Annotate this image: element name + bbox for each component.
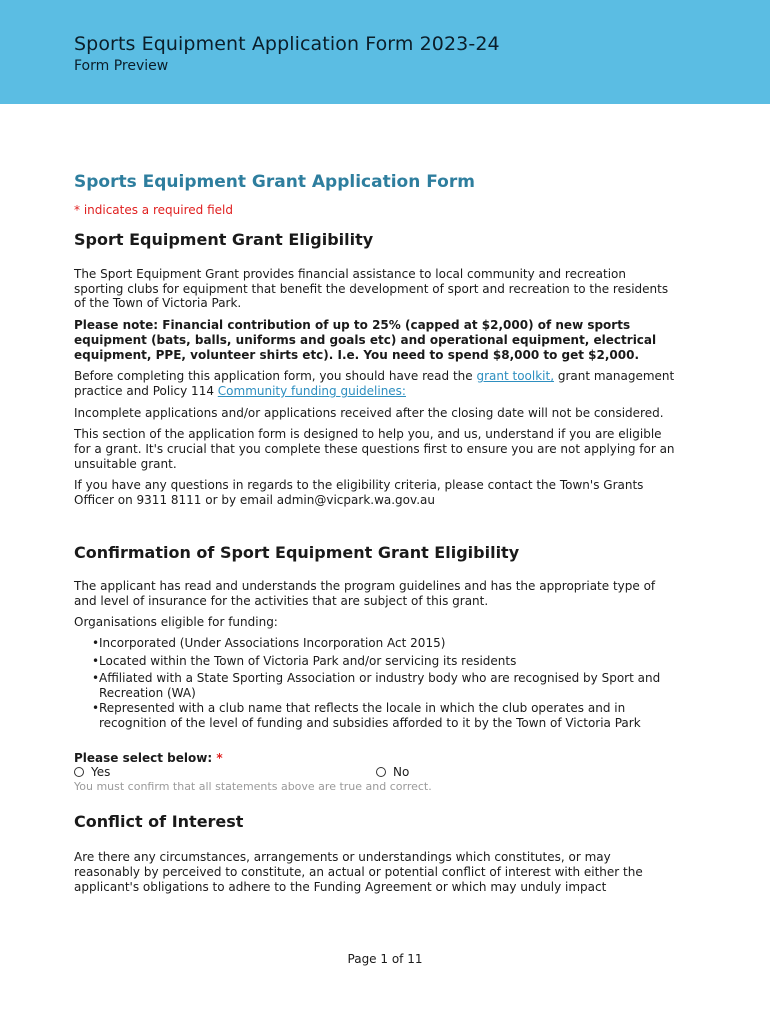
list-item: • Affiliated with a State Sporting Association or industry body who are recognised by Sport and Recreation (WA)	[92, 671, 661, 700]
toolkit-paragraph	[74, 369, 678, 398]
section-purpose-text: This section of the application form is designed to help you, and us, understand if you are eligible for a grant. It's crucial that you complete these questions first to ensure you are not applying for an unsuitable grant.	[74, 427, 675, 471]
page-subtitle: Form Preview	[74, 58, 169, 74]
grant-toolkit-link[interactable]: grant toolkit,	[476, 369, 555, 384]
contact-text: If you have any questions in regards to the eligibility criteria, please contact the Town's Grants Officer on 9311 8111 or by email admin@vicpark.wa.gov.au	[74, 478, 644, 508]
required-star: *	[216, 750, 223, 765]
confirmation-radio-group	[74, 765, 678, 780]
toolkit-text-mid: grant management practice and Policy 114	[74, 369, 675, 398]
list-item: • Incorporated (Under Associations Incorporation Act 2015)	[92, 635, 446, 650]
confirmation-intro: The applicant has read and understands the program guidelines and has the appropriate type of and level of insurance for the activities that are subject of this grant.	[74, 578, 656, 608]
funding-note: Please note: Financial contribution of up to 25% (capped at $2,000) of new sports equipment (bats, balls, uniforms and goals etc) and operational equipment, electrical equipment, PPE, volunteer shirts etc). I.e. You need to spend $8,000 to get $2,000.	[74, 318, 657, 362]
page-title: Sports Equipment Application Form 2023-24	[74, 33, 500, 55]
conflict-heading: Conflict of Interest	[74, 812, 244, 832]
select-label: Please select below: *	[74, 750, 223, 765]
incomplete-applications-text: Incomplete applications and/or applications received after the closing date will not be considered.	[74, 405, 664, 420]
list-item: • Represented with a club name that reflects the locale in which the club operates and in recognition of the level of funding and subsidies afforded to it by the Town of Victoria Park	[92, 701, 641, 730]
eligible-orgs-label: Organisations eligible for funding:	[74, 615, 278, 630]
header-banner	[0, 0, 770, 104]
yes-option[interactable]: Yes	[74, 765, 110, 780]
form-title: Sports Equipment Grant Application Form	[74, 172, 475, 192]
eligibility-list	[74, 636, 678, 731]
eligibility-heading: Sport Equipment Grant Eligibility	[74, 230, 374, 249]
yes-radio[interactable]	[74, 767, 84, 777]
community-funding-guidelines-link[interactable]: Community funding guidelines:	[217, 383, 406, 398]
eligibility-intro: The Sport Equipment Grant provides financial assistance to local community and recreation sporting clubs for equipment that benefit the development of sport and recreation to the residents of the Town of Victoria Park.	[74, 267, 669, 311]
form-content	[74, 170, 678, 894]
required-field-note: * indicates a required field	[74, 203, 233, 217]
list-item: • Located within the Town of Victoria Park and/or servicing its residents	[92, 653, 517, 668]
confirmation-hint: You must confirm that all statements above are true and correct.	[74, 780, 432, 794]
page-number: Page 1 of 11	[347, 952, 423, 966]
no-radio[interactable]	[376, 767, 386, 777]
confirmation-heading: Confirmation of Sport Equipment Grant Eligibility	[74, 542, 520, 562]
conflict-text: Are there any circumstances, arrangements or understandings which constitutes, or may reasonably by perceived to constitute, an actual or potential conflict of interest with either the applicant's obligations to adhere to the Funding Agreement or which may unduly impact	[74, 850, 643, 894]
no-option[interactable]: No	[376, 765, 409, 780]
toolkit-text-before: Before completing this application form, you should have read the	[74, 369, 477, 384]
